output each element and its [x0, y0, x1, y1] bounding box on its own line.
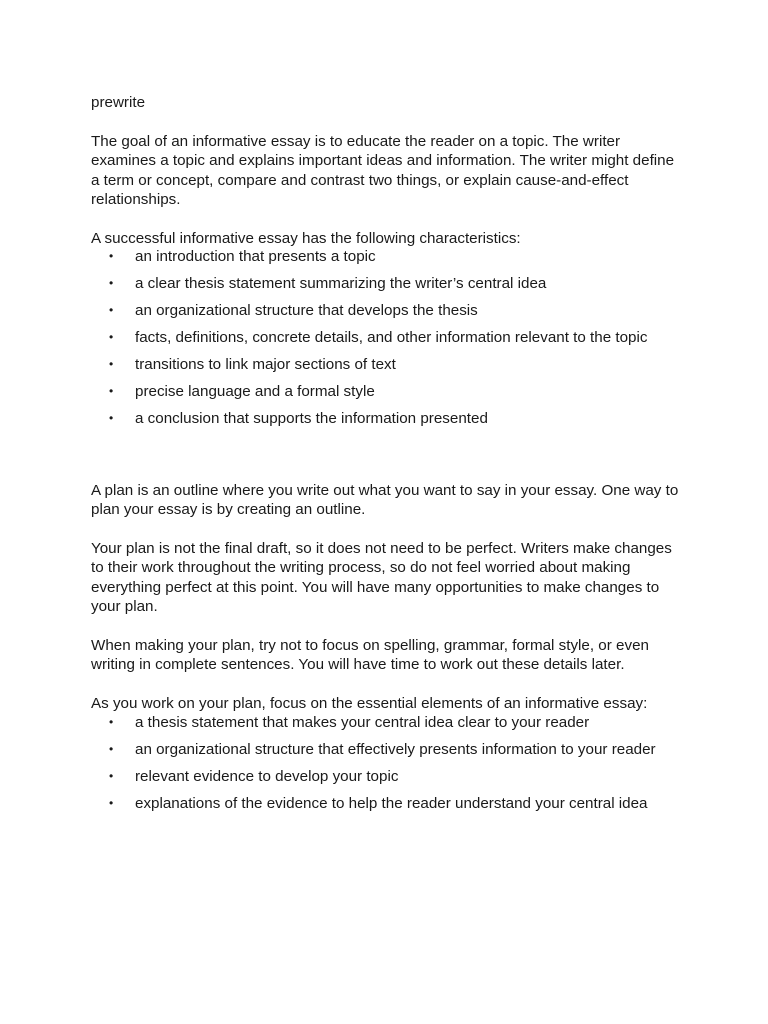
list-item-text: a conclusion that supports the information presented	[135, 410, 488, 427]
plan-definition-paragraph: A plan is an outline where you write out what you want to say in your essay. One way to plan your essay is by creating an outline.	[91, 481, 679, 518]
list-item-text: a clear thesis statement summarizing the writer’s central idea	[135, 275, 547, 292]
list-item-text: precise language and a formal style	[135, 383, 375, 400]
bullet-icon: •	[109, 357, 114, 371]
bullet-icon: •	[109, 276, 114, 290]
page-heading: prewrite	[91, 94, 146, 111]
list-item-text: relevant evidence to develop your topic	[135, 768, 399, 785]
document-page	[91, 93, 681, 821]
list-item-text: facts, definitions, concrete details, and other information relevant to the topic	[135, 329, 648, 346]
bullet-icon: •	[109, 384, 114, 398]
bullet-icon: •	[109, 411, 114, 425]
list-item-text: transitions to link major sections of text	[135, 356, 396, 373]
bullet-icon: •	[109, 715, 114, 729]
intro-paragraph: The goal of an informative essay is to educate the reader on a topic. The writer examines a topic and explains important ideas and information. The writer might define a term or concept, compare and contrast two things, or explain cause-and-effect relationships.	[91, 132, 675, 208]
bullet-icon: •	[109, 796, 114, 810]
list-item	[91, 382, 681, 402]
list-item	[91, 409, 681, 429]
list-item	[91, 767, 681, 787]
elements-lead: As you work on your plan, focus on the essential elements of an informative essay:	[91, 694, 648, 712]
list-item	[91, 301, 681, 321]
list-item	[91, 794, 681, 814]
characteristics-lead: A successful informative essay has the following characteristics:	[91, 229, 521, 247]
characteristics-list	[91, 247, 681, 429]
bullet-icon: •	[109, 249, 114, 263]
list-item-text: explanations of the evidence to help the reader understand your central idea	[135, 795, 648, 812]
list-item	[91, 740, 681, 760]
elements-list	[91, 713, 681, 814]
list-item-text: a thesis statement that makes your central idea clear to your reader	[135, 714, 590, 731]
list-item	[91, 355, 681, 375]
list-item	[91, 274, 681, 294]
list-item	[91, 328, 681, 348]
list-item	[91, 713, 681, 733]
list-item-text: an organizational structure that develops the thesis	[135, 302, 478, 319]
list-item-text: an organizational structure that effectively presents information to your reader	[135, 741, 656, 758]
bullet-icon: •	[109, 330, 114, 344]
bullet-icon: •	[109, 742, 114, 756]
plan-focus-paragraph: When making your plan, try not to focus on spelling, grammar, formal style, or even writing in complete sentences. You will have time to work out these details later.	[91, 636, 649, 673]
bullet-icon: •	[109, 303, 114, 317]
list-item	[91, 247, 681, 267]
bullet-icon: •	[109, 769, 114, 783]
plan-not-final-paragraph: Your plan is not the final draft, so it does not need to be perfect. Writers make changes to their work throughout the writing process, so do not feel worried about making everything perfect at this point. You will have many opportunities to make changes to your plan.	[91, 539, 672, 615]
list-item-text: an introduction that presents a topic	[135, 248, 376, 265]
